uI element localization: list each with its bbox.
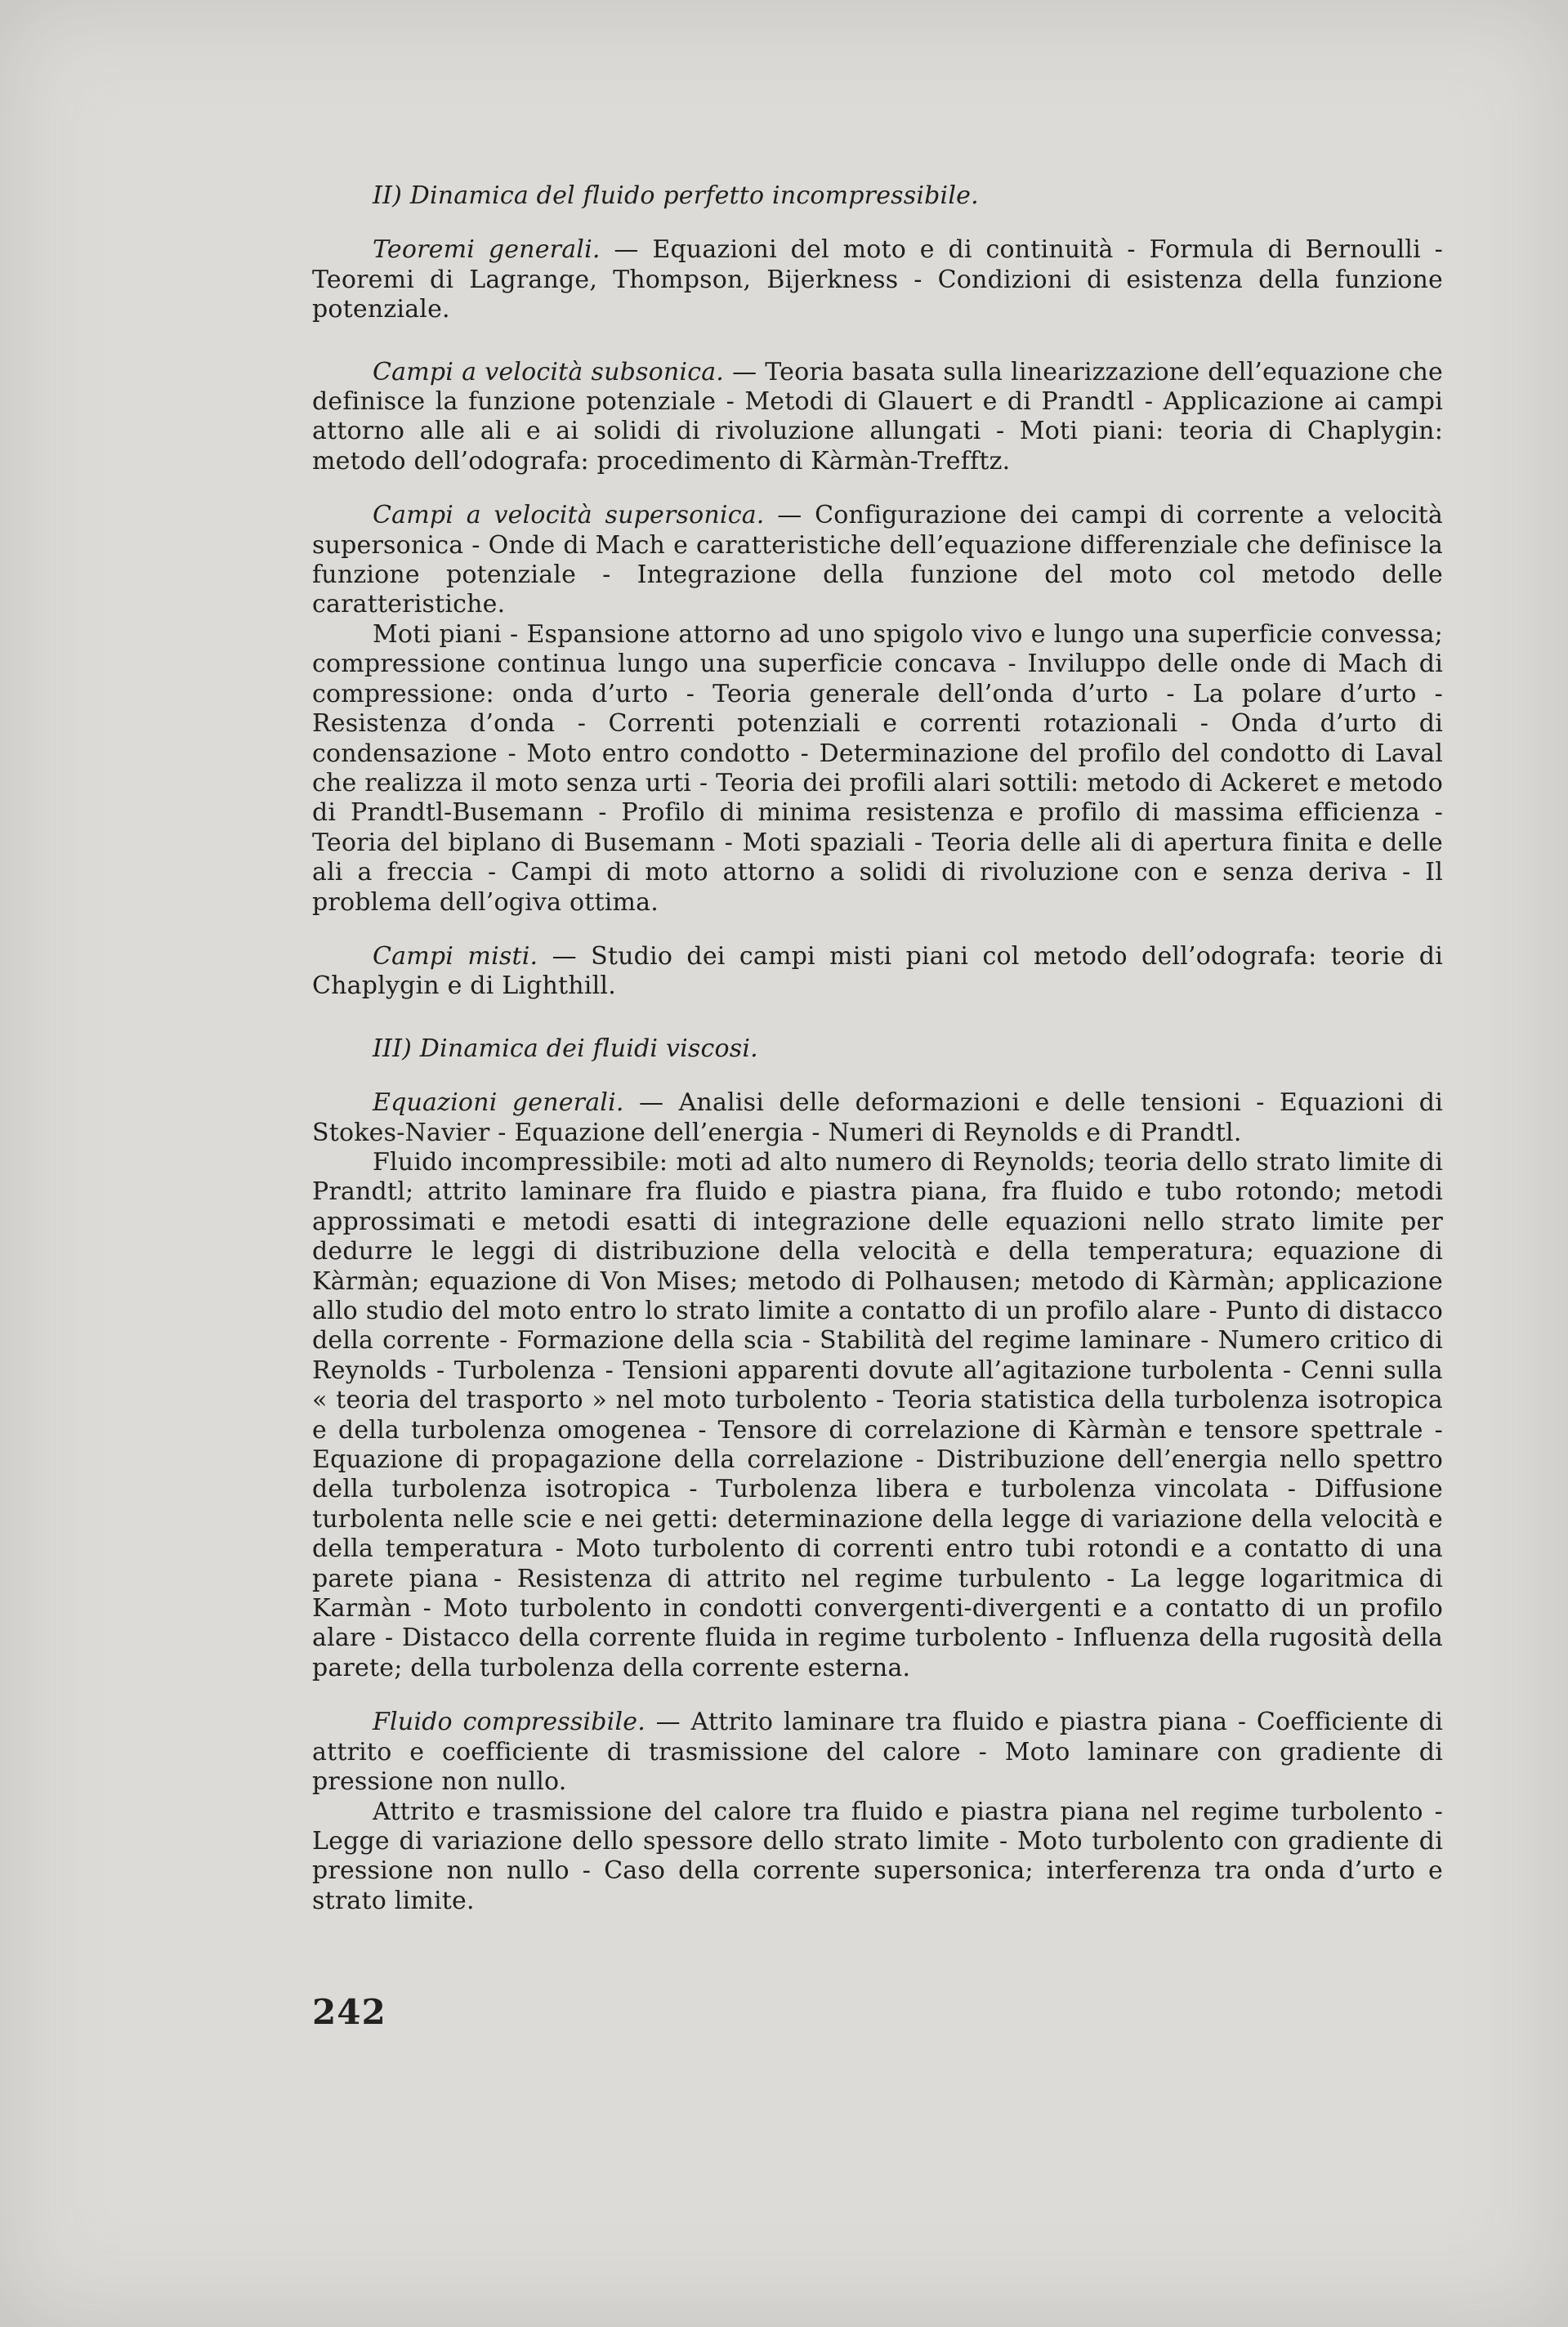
- paragraph-body: — Attrito laminare tra fluido e piastra piana - Coefficiente di attrito e coefficiente di trasmissione del calore - Moto laminare con gradiente di pressione non nullo.: [312, 1708, 1444, 1797]
- subheading-teoremi-generali: Teoremi generali.: [373, 235, 601, 265]
- body-text: [312, 181, 1443, 1916]
- paragraph-fluido-incompressibile: Fluido incompressibile: moti ad alto numero di Reynolds; teoria dello strato limite di Prandtl; attrito laminare fra fluido e piastra piana, fra fluido e tubo rotondo; metodi approssimati e metodi esatti di integrazione delle equazioni nello strato limite per dedurre le leggi di distribuzione della velocità e della temperatura; equazione di Kàrmàn; equazione di Von Mises; metodo di Polhausen; metodo di Kàrmàn; applicazione allo studio del moto entro lo strato limite a contatto di un profilo alare - Punto di distacco della corrente - Formazione della scia - Stabilità del regime laminare - Numero critico di Reynolds - Turbolenza - Tensioni apparenti dovute all’agitazione turbolenta - Cenni sulla « teoria del trasporto » nel moto turbolento - Teoria statistica della turbolenza isotropica e della turbolenza omogenea - Tensore di correlazione di Kàrmàn e tensore spettrale - Equazione di propagazione della correlazione - Distribuzione dell’energia nello spettro della turbolenza isotropica - Turbolenza libera e turbolenza vincolata - Diffusione turbolenta nelle scie e nei getti: determinazione della legge di variazione della velocità e della temperatura - Moto turbolento di correnti entro tubi rotondi e a contatto di una parete piana - Resistenza di attrito nel regime turbulento - La legge logaritmica di Karmàn - Moto turbolento in condotti convergenti-divergenti e a contatto di un profilo alare - Distacco della corrente fluida in regime turbolento - Influenza della rugosità della parete; della turbolenza della corrente esterna.: [312, 1147, 1443, 1682]
- subheading-campi-subsonica: Campi a velocità subsonica.: [373, 357, 725, 386]
- page-number: 242: [312, 1992, 386, 2032]
- paragraph-teoremi-generali: [312, 235, 1443, 324]
- section-title-ii: II) Dinamica del fluido perfetto incompressibile.: [373, 181, 979, 210]
- paragraph-body: — Studio dei campi misti piani col metodo dell’odografa: teorie di Chaplygin e di Lighthill.: [312, 941, 1443, 1001]
- paragraph-attrito-turbolento: Attrito e trasmissione del calore tra fluido e piastra piana nel regime turbolento - Legge di variazione dello spessore dello strato limite - Moto turbolento con gradiente di pressione non nullo - Caso della corrente supersonica; interferenza tra onda d’urto e strato limite.: [312, 1797, 1443, 1915]
- paragraph-moti-piani: Moti piani - Espansione attorno ad uno spigolo vivo e lungo una superficie convessa; compressione continua lungo una superficie concava - Inviluppo delle onde di Mach di compressione: onda d’urto - Teoria generale dell’onda d’urto - La polare d’urto - Resistenza d’onda - Correnti potenziali e correnti rotazionali - Onda d’urto di condensazione - Moto entro condotto - Determinazione del profilo del condotto di Laval che realizza il moto senza urti - Teoria dei profili alari sottili: metodo di Ackeret e metodo di Prandtl-Busemann - Profilo di minima resistenza e profilo di massima efficienza - Teoria del biplano di Busemann - Moti spaziali - Teoria delle ali di apertura finita e delle ali a freccia - Campi di moto attorno a solidi di rivoluzione con e senza deriva - Il problema dell’ogiva ottima.: [312, 619, 1443, 917]
- paragraph-fluido-compressibile: [312, 1708, 1443, 1797]
- paragraph-body: — Equazioni del moto e di continuità - Formula di Bernoulli - Teoremi di Lagrange, Thompson, Bijerkness - Condizioni di esistenza della funzione potenziale.: [312, 235, 1443, 324]
- paragraph-campi-misti: [312, 942, 1443, 1002]
- subheading-campi-misti: Campi misti.: [373, 941, 538, 971]
- subheading-fluido-compressibile: Fluido compressibile.: [373, 1708, 646, 1737]
- subheading-campi-supersonica: Campi a velocità supersonica.: [373, 501, 765, 530]
- paragraph-body: — Analisi delle deformazioni e delle tensioni - Equazioni di Stokes-Navier - Equazione dell’energia - Numeri di Reynolds e di Prandtl.: [312, 1088, 1443, 1147]
- paragraph-campi-supersonica: [312, 501, 1443, 620]
- paragraph-body: — Teoria basata sulla linearizzazione dell’equazione che definisce la funzione potenziale - Metodi di Glauert e di Prandtl - Applicazione ai campi attorno alle ali e ai solidi di rivoluzione allungati - Moti piani: teoria di Chaplygin: metodo dell’odografa: procedimento di Kàrmàn-Trefftz.: [312, 357, 1443, 476]
- paragraph-campi-subsonica: [312, 358, 1443, 477]
- section-title-iii: III) Dinamica dei fluidi viscosi.: [373, 1034, 758, 1063]
- paragraph-body: — Configurazione dei campi di corrente a velocità supersonica - Onde di Mach e caratteristiche dell’equazione differenziale che definisce la funzione potenziale - Integrazione della funzione del moto col metodo delle caratteristiche.: [312, 501, 1443, 619]
- paragraph-equazioni-generali: [312, 1088, 1443, 1148]
- subheading-equazioni-generali: Equazioni generali.: [373, 1088, 624, 1118]
